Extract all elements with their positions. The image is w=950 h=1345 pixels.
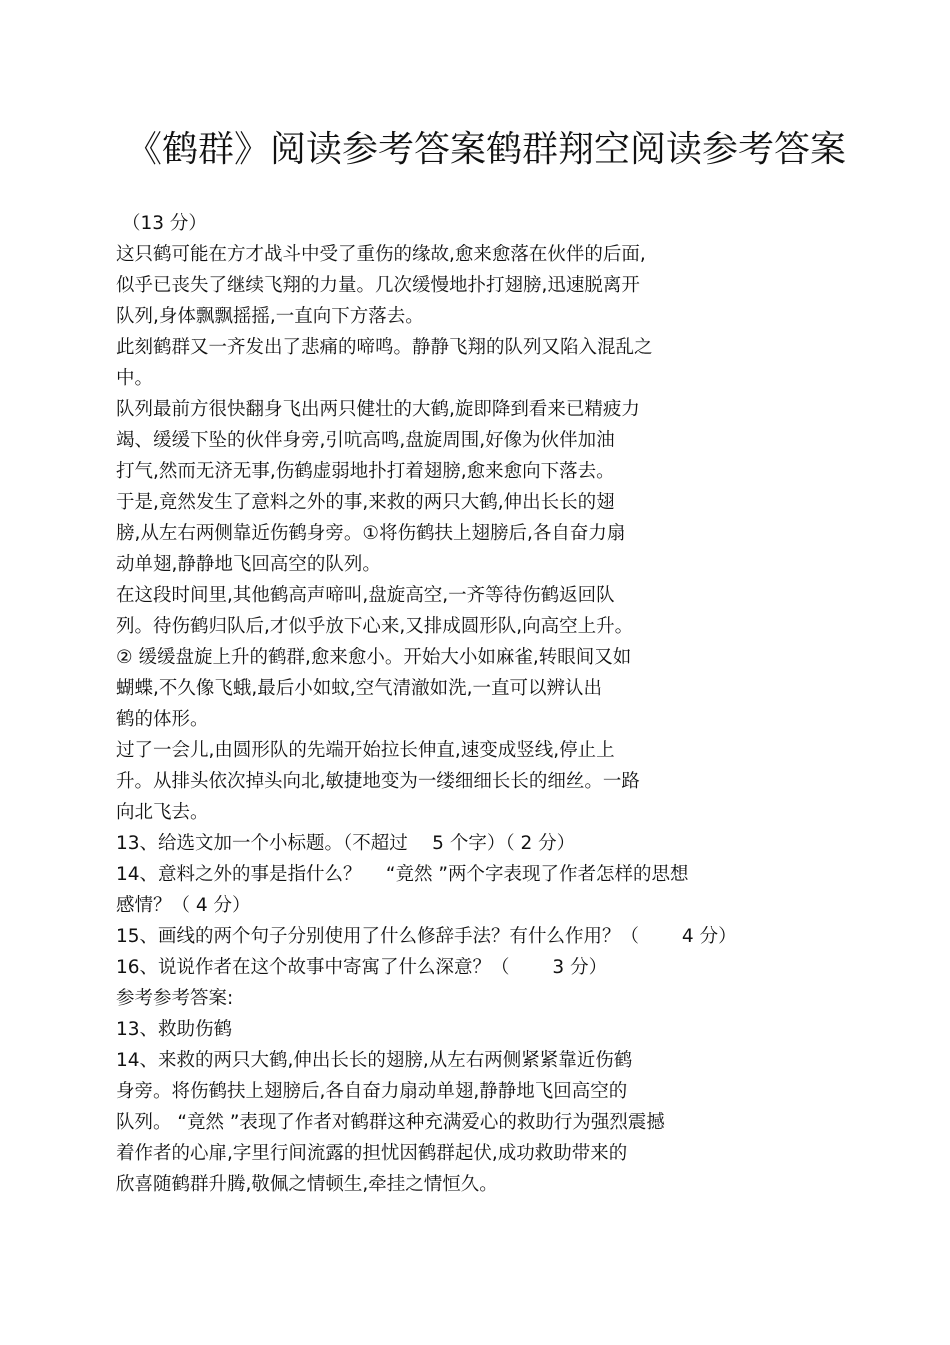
passage-line: 队列最前方很快翻身飞出两只健壮的大鹤,旋即降到看来已精疲力 — [116, 399, 640, 420]
passage-line: 中。 — [116, 368, 154, 389]
question-line: 13、给选文加一个小标题。（不超过 5 个字）（ 2 分） — [116, 833, 576, 854]
passage-line: 在这段时间里,其他鹤高声啼叫,盘旋高空,一齐等待伤鹤返回队 — [116, 585, 615, 606]
document-title: 《鹤群》阅读参考答案鹤群翔空阅读参考答案 — [126, 129, 847, 170]
passage-line: 此刻鹤群又一齐发出了悲痛的啼鸣。静静飞翔的队列又陷入混乱之 — [116, 337, 653, 358]
answer-line: 着作者的心扉,字里行间流露的担忧因鹤群起伏,成功救助带来的 — [116, 1143, 628, 1164]
answer-line: 14、来救的两只大鹤,伸出长长的翅膀,从左右两侧紧紧靠近伤鹤 — [116, 1050, 633, 1071]
passage-line: 鹤的体形。 — [116, 709, 209, 730]
passage-line: ② 缓缓盘旋上升的鹤群,愈来愈小。开始大小如麻雀,转眼间又如 — [116, 647, 632, 668]
answer-line: 13、救助伤鹤 — [116, 1019, 233, 1040]
passage-line: 向北飞去。 — [116, 802, 209, 823]
passage-line: 列。待伤鹤归队后,才似乎放下心来,又排成圆形队,向高空上升。 — [116, 616, 634, 637]
question-line: 14、意料之外的事是指什么？ “竟然 ”两个字表现了作者怎样的思想 — [116, 864, 689, 885]
passage-line: 蝴蝶,不久像飞蛾,最后小如蚊,空气清澈如洗,一直可以辨认出 — [116, 678, 603, 699]
answer-line: 欣喜随鹤群升腾,敬佩之情顿生,牵挂之情恒久。 — [116, 1174, 498, 1195]
answer-line: 队列。 “竟然 ”表现了作者对鹤群这种充满爱心的救助行为强烈震撼 — [116, 1112, 665, 1133]
passage-line: 这只鹤可能在方才战斗中受了重伤的缘故,愈来愈落在伙伴的后面, — [116, 244, 646, 265]
passage-line: 膀,从左右两侧靠近伤鹤身旁。①将伤鹤扶上翅膀后,各自奋力扇 — [116, 523, 626, 544]
question-line: 15、画线的两个句子分别使用了什么修辞手法？有什么作用？（ 4 分） — [116, 926, 737, 947]
score-note: （13 分） — [122, 213, 207, 234]
passage-line: 升。从排头依次掉头向北,敏捷地变为一缕细细长长的细丝。一路 — [116, 771, 640, 792]
passage-line: 打气,然而无济无事,伤鹤虚弱地扑打着翅膀,愈来愈向下落去。 — [116, 461, 615, 482]
document-body — [116, 208, 916, 1200]
passage-line: 队列,身体飘飘摇摇,一直向下方落去。 — [116, 306, 424, 327]
question-line: 16、说说作者在这个故事中寄寓了什么深意？（ 3 分） — [116, 957, 608, 978]
passage-line: 动单翅,静静地飞回高空的队列。 — [116, 554, 381, 575]
passage-line: 竭、缓缓下坠的伙伴身旁,引吭高鸣,盘旋周围,好像为伙伴加油 — [116, 430, 615, 451]
passage-line: 于是,竟然发生了意料之外的事,来救的两只大鹤,伸出长长的翅 — [116, 492, 615, 513]
question-line: 感情？（ 4 分） — [116, 895, 251, 916]
answer-line: 身旁。将伤鹤扶上翅膀后,各自奋力扇动单翅,静静地飞回高空的 — [116, 1081, 628, 1102]
passage-line: 似乎已丧失了继续飞翔的力量。几次缓慢地扑打翅膀,迅速脱离开 — [116, 275, 640, 296]
passage-line: 过了一会儿,由圆形队的先端开始拉长伸直,速变成竖线,停止上 — [116, 740, 615, 761]
answer-heading: 参考参考答案: — [116, 988, 234, 1009]
